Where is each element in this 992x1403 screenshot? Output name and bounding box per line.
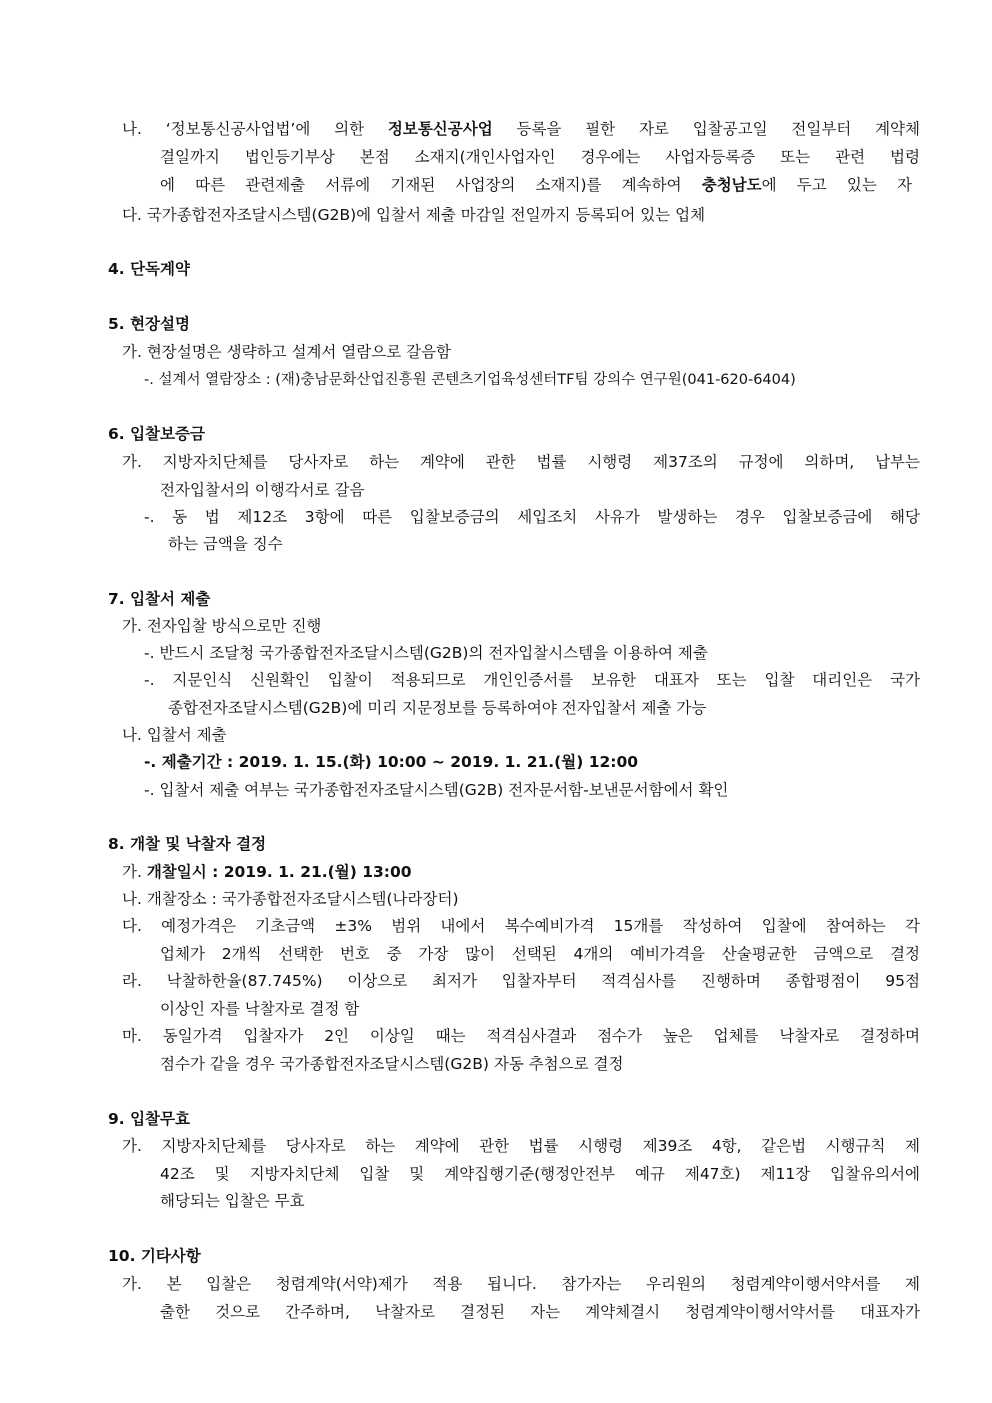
item-ga-line1: 가. 본 입찰은 청렴계약(서약)제가 적용 됩니다. 참가자는 우리원의 청렴계약이행서약서를 제 — [122, 1275, 920, 1293]
item-ga: 가. 현장설명은 생략하고 설계서 열람으로 갈음함 — [122, 343, 452, 361]
item-na-line2: 결일까지 법인등기부상 본점 소재지(개인사업자인 경우에는 사업자등록증 또는 관련 법령 — [160, 148, 920, 166]
text: 나. ‘정보통신공사업법’에 의한 — [122, 120, 388, 138]
sub-item-line1: -. 지문인식 신원확인 입찰이 적용되므로 개인인증서를 보유한 대표자 또는 입찰 대리인은 국가 — [144, 671, 920, 689]
section-heading-5: 5. 현장설명 — [108, 315, 190, 333]
item-na: 나. 개찰장소 : 국가종합전자조달시스템(나라장터) — [122, 890, 459, 908]
sub-item-line2: 종합전자조달시스템(G2B)에 미리 지문정보를 등록하여야 전자입찰서 제출 가능 — [168, 699, 707, 717]
item-da: 다. 국가종합전자조달시스템(G2B)에 입찰서 제출 마감일 전일까지 등록되어 있는 업체 — [122, 206, 706, 224]
item-ga-line2: 42조 및 지방자치단체 입찰 및 계약집행기준(행정안전부 예규 제47호) 제11장 입찰유의서에 — [160, 1165, 920, 1183]
item-na-line3 — [160, 175, 912, 195]
sub-item: -. 입찰서 제출 여부는 국가종합전자조달시스템(G2B) 전자문서함-보낸문서함에서 확인 — [144, 781, 729, 799]
section-heading-9: 9. 입찰무효 — [108, 1110, 190, 1128]
item-da-line2: 업체가 2개씩 선택한 번호 중 가장 많이 선택된 4개의 예비가격을 산술평균한 금액으로 결정 — [160, 945, 920, 963]
sub-item-deadline: -. 제출기간 : 2019. 1. 15.(화) 10:00 ~ 2019. 1. 21.(월) 12:00 — [144, 753, 639, 771]
item-da-line1: 다. 예정가격은 기초금액 ±3% 범위 내에서 복수예비가격 15개를 작성하여 입찰에 참여하는 각 — [122, 917, 920, 935]
section-heading-7: 7. 입찰서 제출 — [108, 590, 211, 608]
sub-item-line1: -. 동 법 제12조 3항에 따른 입찰보증금의 세입조치 사유가 발생하는 경우 입찰보증금에 해당 — [144, 508, 920, 526]
text: 에 두고 있는 자 — [761, 176, 912, 194]
text: 에 따른 관련제출 서류에 기재된 사업장의 소재지)를 계속하여 — [160, 176, 702, 194]
item-ra-line2: 이상인 자를 낙찰자로 결정 함 — [160, 1000, 360, 1018]
text: 가. — [122, 863, 147, 881]
item-ga-line2: 출한 것으로 간주하며, 낙찰자로 결정된 자는 계약체결시 청렴계약이행서약서를 대표자가 — [160, 1303, 920, 1321]
item-ma-line2: 점수가 같을 경우 국가종합전자조달시스템(G2B) 자동 추첨으로 결정 — [160, 1055, 624, 1073]
item-ga: 가. 전자입찰 방식으로만 진행 — [122, 617, 322, 635]
sub-item-line2: 하는 금액을 징수 — [168, 535, 283, 553]
bold-text: 충청남도 — [701, 176, 762, 194]
item-na-line1 — [122, 119, 920, 139]
bold-text: 개찰일시 : 2019. 1. 21.(월) 13:00 — [146, 863, 412, 881]
section-heading-4: 4. 단독계약 — [108, 260, 190, 278]
section-heading-6: 6. 입찰보증금 — [108, 425, 205, 443]
item-ga-line1: 가. 지방자치단체를 당사자로 하는 계약에 관한 법률 시행령 제39조 4항, 같은법 시행규칙 제 — [122, 1137, 920, 1155]
item-ga-line1: 가. 지방자치단체를 당사자로 하는 계약에 관한 법률 시행령 제37조의 규정에 의하며, 납부는 — [122, 453, 920, 471]
bold-text: 정보통신공사업 — [387, 120, 493, 138]
item-ra-line1: 라. 낙찰하한율(87.745%) 이상으로 최저가 입찰자부터 적격심사를 진행하며 종합평점이 95점 — [122, 972, 920, 990]
item-ga-line3: 해당되는 입찰은 무효 — [160, 1192, 305, 1210]
text: 등록을 필한 자로 입찰공고일 전일부터 계약체 — [492, 120, 920, 138]
item-ma-line1: 마. 동일가격 입찰자가 2인 이상일 때는 적격심사결과 점수가 높은 업체를 낙찰자로 결정하며 — [122, 1027, 920, 1045]
section-heading-10: 10. 기타사항 — [108, 1247, 201, 1265]
sub-item: -. 설계서 열람장소 : (재)충남문화산업진흥원 콘텐츠기업육성센터TF팀 강의수 연구원(041-620-6404) — [144, 372, 796, 388]
section-heading-8: 8. 개찰 및 낙찰자 결정 — [108, 835, 267, 853]
item-na: 나. 입찰서 제출 — [122, 726, 227, 744]
item-ga — [122, 862, 412, 882]
sub-item: -. 반드시 조달청 국가종합전자조달시스템(G2B)의 전자입찰시스템을 이용하여 제출 — [144, 644, 708, 662]
item-ga-line2: 전자입찰서의 이행각서로 갈음 — [160, 481, 365, 499]
